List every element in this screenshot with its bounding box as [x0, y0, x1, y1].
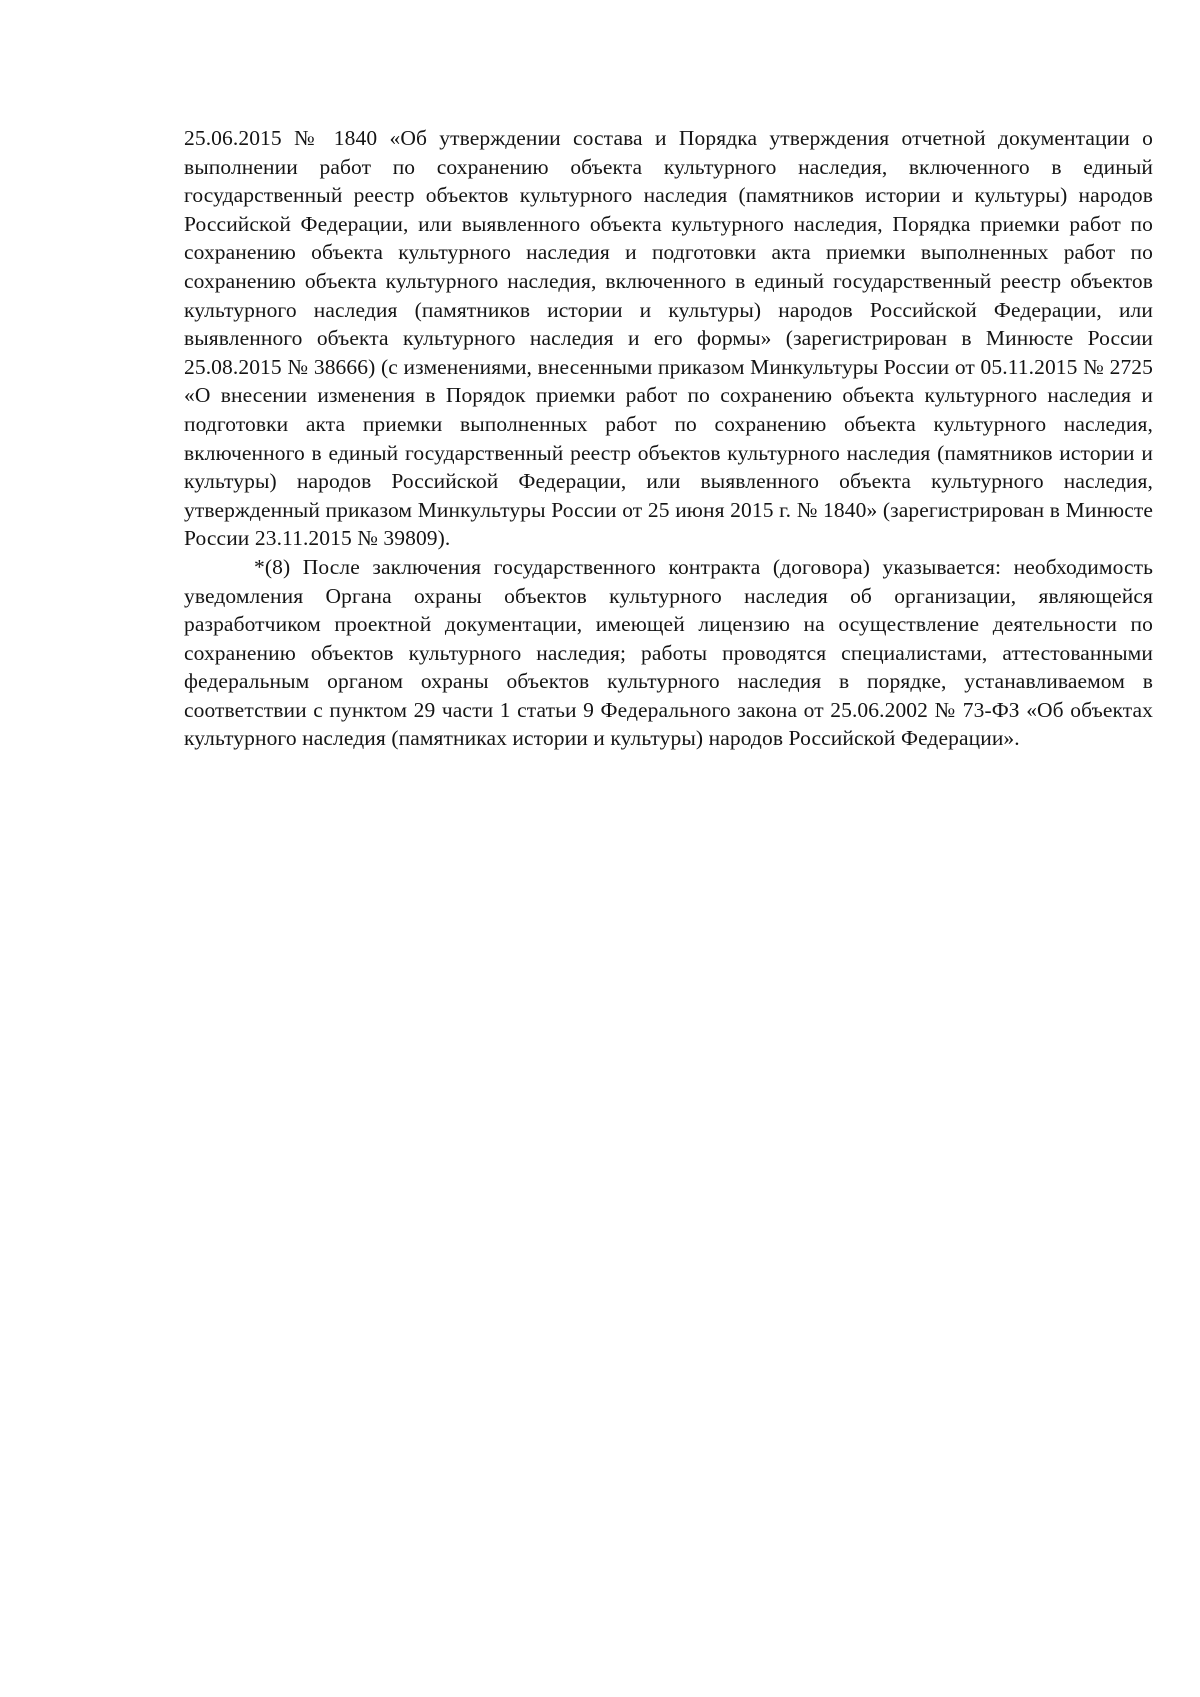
- document-body: [184, 124, 1153, 753]
- paragraph-footnote-8: *(8) После заключения государственного контракта (договора) указывается: необходимость уведомления Органа охраны объектов культурного наследия об организации, являющейся разработчиком проектной документации, имеющей лицензию на осуществление деятельности по сохранению объектов культурного наследия; работы проводятся специалистами, аттестованными федеральным органом охраны объектов культурного наследия в порядке, устанавливаемом в соответствии с пунктом 29 части 1 статьи 9 Федерального закона от 25.06.2002 № 73-ФЗ «Об объектах культурного наследия (памятниках истории и культуры) народов Российской Федерации».: [184, 554, 1153, 751]
- paragraph-continuation: 25.06.2015 № 1840 «Об утверждении состава и Порядка утверждения отчетной документации о выполнении работ по сохранению объекта культурного наследия, включенного в единый государственный реестр объектов культурного наследия (памятников истории и культуры) народов Российской Федерации, или выявленного объекта культурного наследия, Порядка приемки работ по сохранению объекта культурного наследия и подготовки акта приемки выполненных работ по сохранению объекта культурного наследия, включенного в единый государственный реестр объектов культурного наследия (памятников истории и культуры) народов Российской Федерации, или выявленного объекта культурного наследия и его формы» (зарегистрирован в Минюсте России 25.08.2015 № 38666) (с изменениями, внесенными приказом Минкультуры России от 05.11.2015 № 2725 «О внесении изменения в Порядок приемки работ по сохранению объекта культурного наследия и подготовки акта приемки выполненных работ по сохранению объекта культурного наследия, включенного в единый государственный реестр объектов культурного наследия (памятников истории и культуры) народов Российской Федерации, или выявленного объекта культурного наследия, утвержденный приказом Минкультуры России от 25 июня 2015 г. № 1840» (зарегистрирован в Минюсте России 23.11.2015 № 39809).: [184, 126, 1153, 551]
